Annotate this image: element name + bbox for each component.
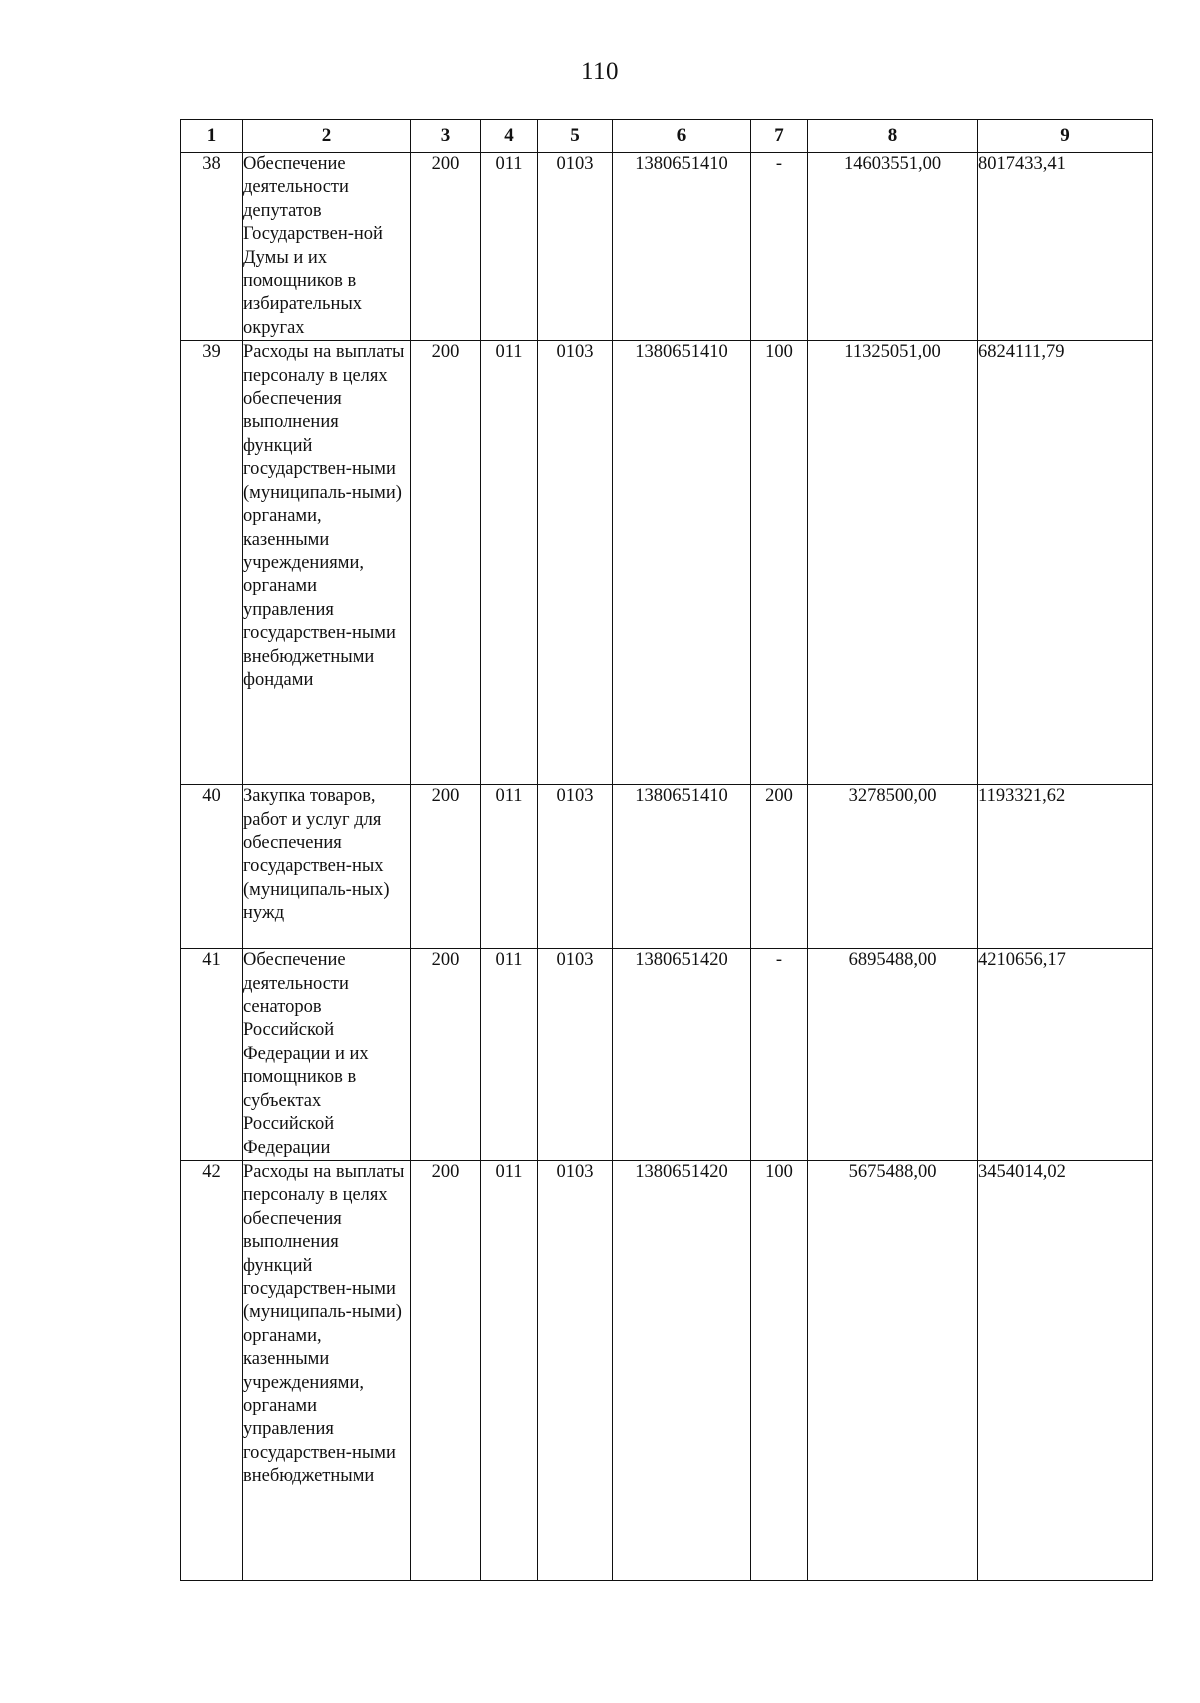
- header-row: [181, 120, 1153, 153]
- cell-col-5: 0103: [538, 785, 613, 949]
- header-cell-4: 4: [481, 120, 538, 153]
- cell-col-7: 100: [751, 341, 808, 785]
- row-number: 40: [181, 785, 243, 949]
- table-row: [181, 341, 1153, 785]
- cell-col-6: 1380651410: [613, 341, 751, 785]
- cell-col-7: -: [751, 949, 808, 1161]
- cell-col-3: 200: [411, 341, 481, 785]
- row-number: 38: [181, 153, 243, 341]
- row-description: Обеспечение деятельности депутатов Государствен-ной Думы и их помощников в избирательных округах: [243, 153, 411, 341]
- row-number: 42: [181, 1160, 243, 1580]
- cell-col-7: 100: [751, 1160, 808, 1580]
- cell-col-8: 14603551,00: [808, 153, 978, 341]
- cell-col-9: 8017433,41: [978, 153, 1153, 341]
- cell-col-4: 011: [481, 1160, 538, 1580]
- cell-col-8: 3278500,00: [808, 785, 978, 949]
- cell-col-5: 0103: [538, 153, 613, 341]
- cell-col-3: 200: [411, 153, 481, 341]
- cell-col-4: 011: [481, 341, 538, 785]
- cell-col-9: 1193321,62: [978, 785, 1153, 949]
- table-row: [181, 949, 1153, 1161]
- cell-col-7: 200: [751, 785, 808, 949]
- row-number: 39: [181, 341, 243, 785]
- row-description: Закупка товаров, работ и услуг для обеспечения государствен-ных (муниципаль-ных) нужд: [243, 785, 411, 949]
- cell-col-8: 6895488,00: [808, 949, 978, 1161]
- row-description: Обеспечение деятельности сенаторов Российской Федерации и их помощников в субъектах Российской Федерации: [243, 949, 411, 1161]
- cell-col-7: -: [751, 153, 808, 341]
- header-cell-1: 1: [181, 120, 243, 153]
- cell-col-4: 011: [481, 785, 538, 949]
- cell-col-5: 0103: [538, 949, 613, 1161]
- cell-col-9: 3454014,02: [978, 1160, 1153, 1580]
- header-cell-7: 7: [751, 120, 808, 153]
- header-cell-9: 9: [978, 120, 1153, 153]
- cell-col-8: 5675488,00: [808, 1160, 978, 1580]
- cell-col-3: 200: [411, 1160, 481, 1580]
- table-row: [181, 1160, 1153, 1580]
- cell-col-6: 1380651420: [613, 1160, 751, 1580]
- header-cell-5: 5: [538, 120, 613, 153]
- cell-col-9: 6824111,79: [978, 341, 1153, 785]
- row-number: 41: [181, 949, 243, 1161]
- cell-col-8: 11325051,00: [808, 341, 978, 785]
- cell-col-5: 0103: [538, 341, 613, 785]
- cell-col-6: 1380651410: [613, 785, 751, 949]
- cell-col-6: 1380651420: [613, 949, 751, 1161]
- cell-col-4: 011: [481, 949, 538, 1161]
- header-cell-8: 8: [808, 120, 978, 153]
- budget-table: [180, 119, 1153, 1581]
- cell-col-9: 4210656,17: [978, 949, 1153, 1161]
- cell-col-3: 200: [411, 949, 481, 1161]
- row-description: Расходы на выплаты персоналу в целях обеспечения выполнения функций государствен-ными (муниципаль-ными) органами, казенными учреждениями, органами управления государствен-ными внебюджетными: [243, 1160, 411, 1580]
- header-cell-6: 6: [613, 120, 751, 153]
- header-cell-2: 2: [243, 120, 411, 153]
- cell-col-4: 011: [481, 153, 538, 341]
- page-number: 110: [580, 58, 620, 85]
- table-row: [181, 785, 1153, 949]
- header-cell-3: 3: [411, 120, 481, 153]
- cell-col-5: 0103: [538, 1160, 613, 1580]
- row-description: Расходы на выплаты персоналу в целях обеспечения выполнения функций государствен-ными (муниципаль-ными) органами, казенными учреждениями, органами управления государствен-ными внебюджетными фондами: [243, 341, 411, 785]
- cell-col-3: 200: [411, 785, 481, 949]
- table-row: [181, 153, 1153, 341]
- cell-col-6: 1380651410: [613, 153, 751, 341]
